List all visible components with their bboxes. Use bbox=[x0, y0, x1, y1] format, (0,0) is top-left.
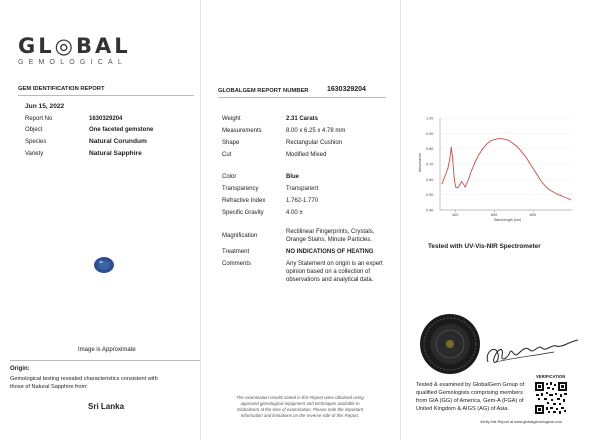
tested-line-3: from GIA (GG) of America, Gem-A (FGA) of bbox=[416, 398, 524, 404]
verification-label: VERIFICATION bbox=[536, 374, 566, 379]
shape-value: Rectangular Cushion bbox=[286, 140, 343, 146]
magnification-line-2: Orange Stains, Minute Particles. bbox=[286, 237, 373, 243]
absorbance-point bbox=[498, 138, 499, 139]
y-tick-label: 0.60 bbox=[426, 177, 434, 182]
weight-value: 2.31 Carats bbox=[286, 116, 319, 122]
comments-label: Comments bbox=[222, 261, 252, 267]
disclaimer-line-1: The examination results stated in this Report were obtained using bbox=[236, 395, 364, 400]
color-value: Blue bbox=[286, 174, 300, 180]
variety-value: Natural Sapphire bbox=[89, 150, 142, 157]
image-caption: Image is Approximate bbox=[78, 347, 136, 353]
y-tick-label: 0.40 bbox=[426, 208, 434, 213]
absorbance-point bbox=[457, 187, 458, 188]
comments-line-1: Any Statement on origin is an expert bbox=[286, 261, 383, 267]
gold-seal-stamp bbox=[418, 312, 482, 376]
origin-rule bbox=[10, 360, 200, 361]
absorbance-point bbox=[513, 144, 514, 145]
tested-line-2: qualified Gemologists comprising members bbox=[416, 390, 523, 396]
absorbance-point bbox=[529, 162, 530, 163]
panel-fold-left bbox=[200, 0, 201, 440]
y-tick-label: 1.00 bbox=[426, 116, 434, 121]
x-tick-label: 400 bbox=[452, 213, 459, 217]
left-title-rule bbox=[18, 95, 194, 96]
x-tick-label: 800 bbox=[529, 213, 537, 217]
color-label: Color bbox=[222, 174, 237, 180]
absorbance-point bbox=[544, 185, 545, 186]
y-tick-label: 0.50 bbox=[426, 193, 434, 198]
refractive-index-label: Refractive Index bbox=[222, 198, 266, 204]
measurements-label: Measurements bbox=[222, 128, 262, 134]
absorbance-point bbox=[560, 195, 561, 196]
absorbance-point bbox=[474, 162, 475, 163]
x-tick-label: 600 bbox=[490, 213, 498, 217]
y-axis-label: Absorbance bbox=[418, 152, 422, 172]
y-tick-label: 0.90 bbox=[426, 131, 434, 136]
shape-label: Shape bbox=[222, 140, 240, 146]
report-no-value: 1630329204 bbox=[89, 116, 123, 122]
cut-label: Cut bbox=[222, 152, 232, 158]
left-section-title: GEM IDENTIFICATION REPORT bbox=[18, 86, 105, 92]
cut-value: Modified Mixed bbox=[286, 152, 327, 158]
absorbance-point bbox=[451, 147, 452, 148]
absorbance-point bbox=[521, 151, 522, 152]
tested-line-1: Tested & examined by GlobalGem Group of bbox=[416, 382, 525, 388]
weight-label: Weight bbox=[222, 116, 241, 122]
disclaimer bbox=[208, 395, 392, 419]
y-tick-label: 0.80 bbox=[426, 147, 434, 152]
absorbance-point bbox=[465, 187, 466, 188]
variety-label: Variety bbox=[25, 151, 44, 157]
tested-line-4: United Kingdom & AIGS (AG) of Asia. bbox=[416, 406, 509, 412]
sapphire-gem-image bbox=[93, 256, 115, 274]
origin-text-1: Gemological testing revealed characteristics consistent with bbox=[10, 376, 158, 382]
absorbance-point bbox=[441, 183, 442, 184]
treatment-value: NO INDICATIONS OF HEATING bbox=[286, 249, 374, 255]
treatment-label: Treatment bbox=[222, 249, 250, 255]
absorbance-series-line bbox=[442, 139, 571, 200]
origin-text-2: those of Natural Sapphire from: bbox=[10, 384, 88, 390]
logo-subtitle: GEMOLOGICAL bbox=[18, 59, 127, 66]
spectrum-caption: Tested with UV-Vis-NIR Spectrometer bbox=[428, 243, 541, 250]
transparency-value: Transparent bbox=[286, 186, 319, 192]
tested-by-text bbox=[416, 381, 524, 413]
species-value: Natural Corundum bbox=[89, 138, 147, 145]
measurements-value: 8.00 x 6.25 x 4.78 mm bbox=[286, 128, 346, 134]
report-no-label: Report No bbox=[25, 116, 53, 122]
disclaimer-line-2: approved gemological equipment and techniques available to bbox=[240, 401, 360, 406]
absorbance-point bbox=[537, 174, 538, 175]
report-number-label: GLOBALGEM REPORT NUMBER bbox=[218, 88, 309, 94]
transparency-label: Transparency bbox=[222, 186, 259, 192]
comments-line-3: observations and analytical data. bbox=[286, 277, 374, 283]
absorbance-point bbox=[490, 141, 491, 142]
absorbance-point bbox=[552, 191, 553, 192]
specific-gravity-value: 4.00 ± bbox=[286, 210, 303, 216]
absorbance-point bbox=[453, 176, 454, 177]
comments-line-2: opinion based on a collection of bbox=[286, 269, 371, 275]
absorbance-point bbox=[506, 139, 507, 140]
middle-title-rule bbox=[218, 97, 386, 98]
refractive-index-value: 1.762-1.770 bbox=[286, 198, 319, 204]
absorbance-point bbox=[447, 168, 448, 169]
object-value: One faceted gemstone bbox=[89, 127, 154, 133]
uv-vis-nir-spectrum-chart bbox=[404, 110, 584, 230]
specific-gravity-label: Specific Gravity bbox=[222, 210, 264, 216]
absorbance-point bbox=[482, 148, 483, 149]
verification-qr-code[interactable] bbox=[534, 381, 568, 415]
disclaimer-line-4: information and limitations on the reverse side of this Report. bbox=[240, 413, 360, 418]
absorbance-point bbox=[568, 198, 569, 199]
report-date: Jun 15, 2022 bbox=[25, 103, 65, 110]
origin-country: Sri Lanka bbox=[88, 402, 125, 411]
species-label: Species bbox=[25, 139, 47, 145]
verify-note: Verify this Report at www.globalgemological.com bbox=[480, 420, 562, 424]
report-number-value: 1630329204 bbox=[327, 86, 366, 93]
magnification-label: Magnification bbox=[222, 233, 258, 239]
gemologist-signature bbox=[482, 336, 582, 370]
y-tick-label: 0.70 bbox=[426, 162, 434, 167]
absorbance-point bbox=[469, 177, 470, 178]
object-label: Object bbox=[25, 127, 43, 133]
absorbance-point bbox=[461, 181, 462, 182]
logo-wordmark: GL◎BAL bbox=[18, 34, 131, 58]
magnification-line-1: Rectilinear Fingerprints, Crystals, bbox=[286, 229, 375, 235]
global-gemological-logo bbox=[18, 34, 131, 66]
origin-label: Origin: bbox=[10, 366, 30, 372]
disclaimer-line-3: GlobalGem at the time of examination. Please note the important bbox=[236, 407, 364, 412]
x-axis-label: Wavelength (nm) bbox=[494, 218, 522, 222]
panel-fold-right bbox=[400, 0, 401, 440]
